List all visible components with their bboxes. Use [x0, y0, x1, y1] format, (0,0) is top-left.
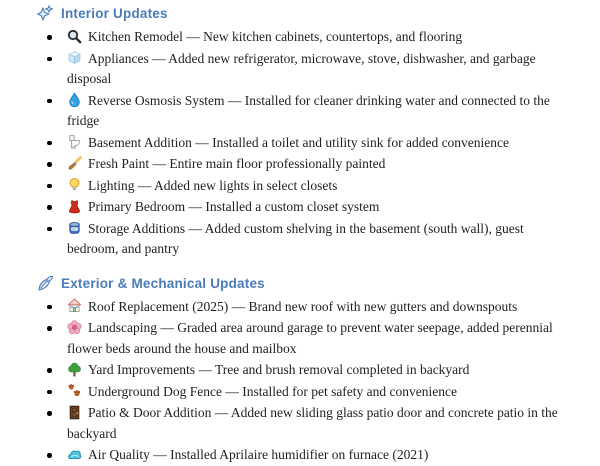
list-item-text: Air Quality — Installed Aprilaire humidifier on furnace (2021) — [88, 447, 429, 462]
list-item — [37, 49, 574, 90]
wind-gust-icon — [67, 447, 82, 462]
blossom-icon — [67, 320, 82, 335]
exterior-updates-list — [37, 297, 574, 466]
list-item — [37, 176, 574, 197]
storage-bin-icon — [67, 220, 82, 235]
list-item-text: Lighting — Added new lights in select closets — [88, 177, 338, 193]
paintbrush-icon — [67, 156, 82, 171]
dress-icon — [67, 199, 82, 214]
list-item — [37, 197, 574, 218]
leaves-icon — [37, 275, 54, 292]
list-item-text: Patio & Door Addition — Added new sliding glass patio door and concrete patio in the backyard — [67, 405, 558, 441]
list-item-text: Storage Additions — Added custom shelving in the basement (south wall), guest bedroom, and pantry — [67, 220, 524, 256]
list-item — [37, 445, 574, 466]
sparkles-icon — [37, 5, 54, 22]
list-item-text: Landscaping — Graded area around garage to prevent water seepage, added perennial flower beds around the house and mailbox — [67, 320, 553, 356]
section-heading — [37, 5, 574, 22]
toilet-icon — [67, 134, 82, 149]
list-item — [37, 403, 574, 444]
list-item — [37, 297, 574, 318]
section-exterior-mechanical-updates — [37, 275, 574, 466]
section-title-text: Interior Updates — [61, 6, 168, 21]
section-heading — [37, 275, 574, 292]
section-title-text: Exterior & Mechanical Updates — [61, 275, 265, 291]
section-interior-updates — [37, 5, 574, 260]
tree-icon — [67, 362, 82, 377]
list-item-text: Appliances — Added new refrigerator, microwave, stove, dishwasher, and garbage disposal — [67, 50, 536, 86]
lightbulb-icon — [67, 177, 82, 192]
house-icon — [67, 298, 82, 313]
list-item-text: Reverse Osmosis System — Installed for cleaner drinking water and connected to the fridge — [67, 92, 550, 128]
list-item — [37, 219, 574, 260]
ice-cube-icon — [67, 50, 82, 65]
list-item-text: Primary Bedroom — Installed a custom closet system — [88, 199, 380, 214]
interior-updates-list — [37, 27, 574, 260]
list-item-text: Roof Replacement (2025) — Brand new roof with new gutters and downspouts — [88, 298, 518, 314]
list-item — [37, 318, 574, 359]
list-item-text: Kitchen Remodel — New kitchen cabinets, countertops, and flooring — [88, 29, 463, 44]
list-item — [37, 27, 574, 48]
list-item-text: Fresh Paint — Entire main floor professionally painted — [88, 156, 386, 171]
list-item — [37, 133, 574, 154]
door-icon — [67, 405, 82, 420]
list-item — [37, 91, 574, 132]
list-item — [37, 360, 574, 381]
list-item-text: Underground Dog Fence — Installed for pet safety and convenience — [88, 383, 458, 399]
list-item — [37, 382, 574, 403]
list-item-text: Yard Improvements — Tree and brush removal completed in backyard — [88, 362, 470, 377]
droplet-icon — [67, 92, 82, 107]
list-item-text: Basement Addition — Installed a toilet and utility sink for added convenience — [88, 134, 510, 150]
magnifying-glass-icon — [67, 29, 82, 44]
paw-prints-icon — [67, 383, 82, 398]
list-item — [37, 154, 574, 175]
